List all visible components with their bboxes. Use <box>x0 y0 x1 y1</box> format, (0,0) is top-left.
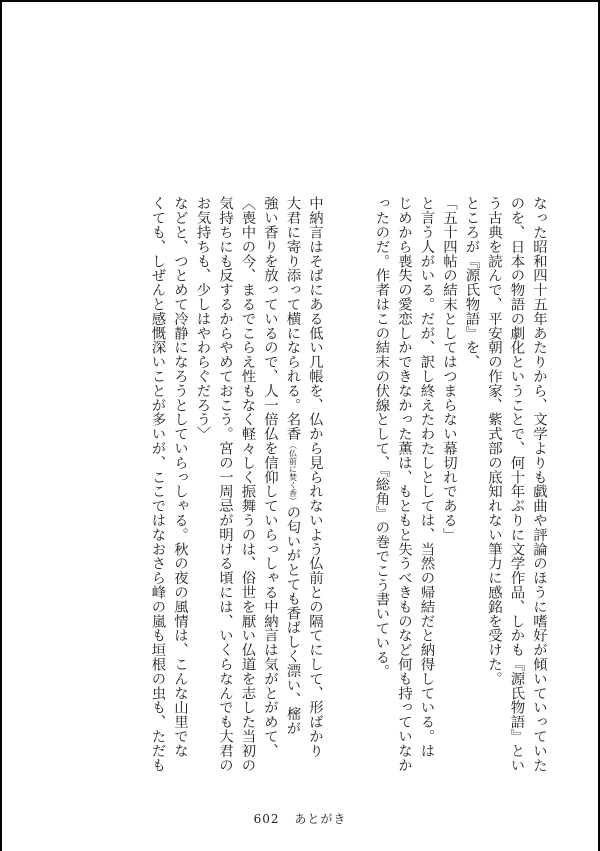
page-number: 602 <box>253 812 280 826</box>
quote-text: の匂いがとても香ばしく漂い、樒が <box>284 504 301 736</box>
text-line: う古典を読んで、平安朝の作家、紫式部の底知れない筆力に感銘を受けた。 <box>486 196 502 686</box>
quote-line: 気持ちにも反するからやめておこう。宮の一周忌が明ける頃には、いくらなんでも大君の <box>217 196 233 772</box>
paragraph-gap <box>326 196 370 781</box>
body-text <box>50 196 550 781</box>
inline-annotation: （仏前に焚く香） <box>288 440 298 505</box>
text-line: ところが『源氏物語』を、 <box>463 196 480 369</box>
quote-line: 強い香りを放っているので、人一倍仏を信仰していらっしゃる中納言は気がとがめて、 <box>262 196 278 758</box>
quote-line: くても、しぜんと感慨深いことが多いが、ここではなおさら峰の嵐も垣根の虫も、ただも <box>149 196 166 772</box>
text-line: と言う人がいる。だが、訳し終えたわたしとしては、当然の帰結だと納得している。は <box>418 196 435 758</box>
quote-line: お気持ちも、少しはやわらぐだろう〉 <box>194 196 211 441</box>
quote-line: 〈喪中の今、まるでこらえ性もなく軽々しく振舞うのは、俗世を厭い仏道を志した当初の <box>239 196 256 772</box>
quote-line <box>281 196 304 781</box>
page-border-left <box>0 0 2 851</box>
page-footer <box>0 810 600 827</box>
section-title: あとがき <box>294 812 347 826</box>
text-line: ったのだ。作者はこの結末の伏線として、『総角』の巻でこう書いている。 <box>373 196 390 679</box>
text-line: 「五十四帖の結末としてはつまらない幕切れである」 <box>441 196 457 542</box>
quote-line: などと、つとめて冷静になろうとしていらっしゃる。秋の夜の風情は、こんな山里でな <box>172 196 188 758</box>
text-line: のを、日本の物語の劇化ということで、何十年ぶりに文学作品、しかも『源氏物語』とい <box>508 196 525 772</box>
quote-text: 大君に寄り添って横になられる。名香 <box>284 196 301 441</box>
quote-line: 中納言はそばにある低い几帳を、仏から見られないよう仏前との隔てにして、形ばかり <box>307 196 323 758</box>
text-line: なった昭和四十五年あたりから、文学よりも戯曲や評論のほうに嗜好が傾いていっていた <box>531 196 547 772</box>
page-border-top <box>0 0 600 2</box>
text-line: じめから喪失の愛恋しかできなかった薫は、もともと失うべきものなど何も持っていなか <box>396 196 412 772</box>
